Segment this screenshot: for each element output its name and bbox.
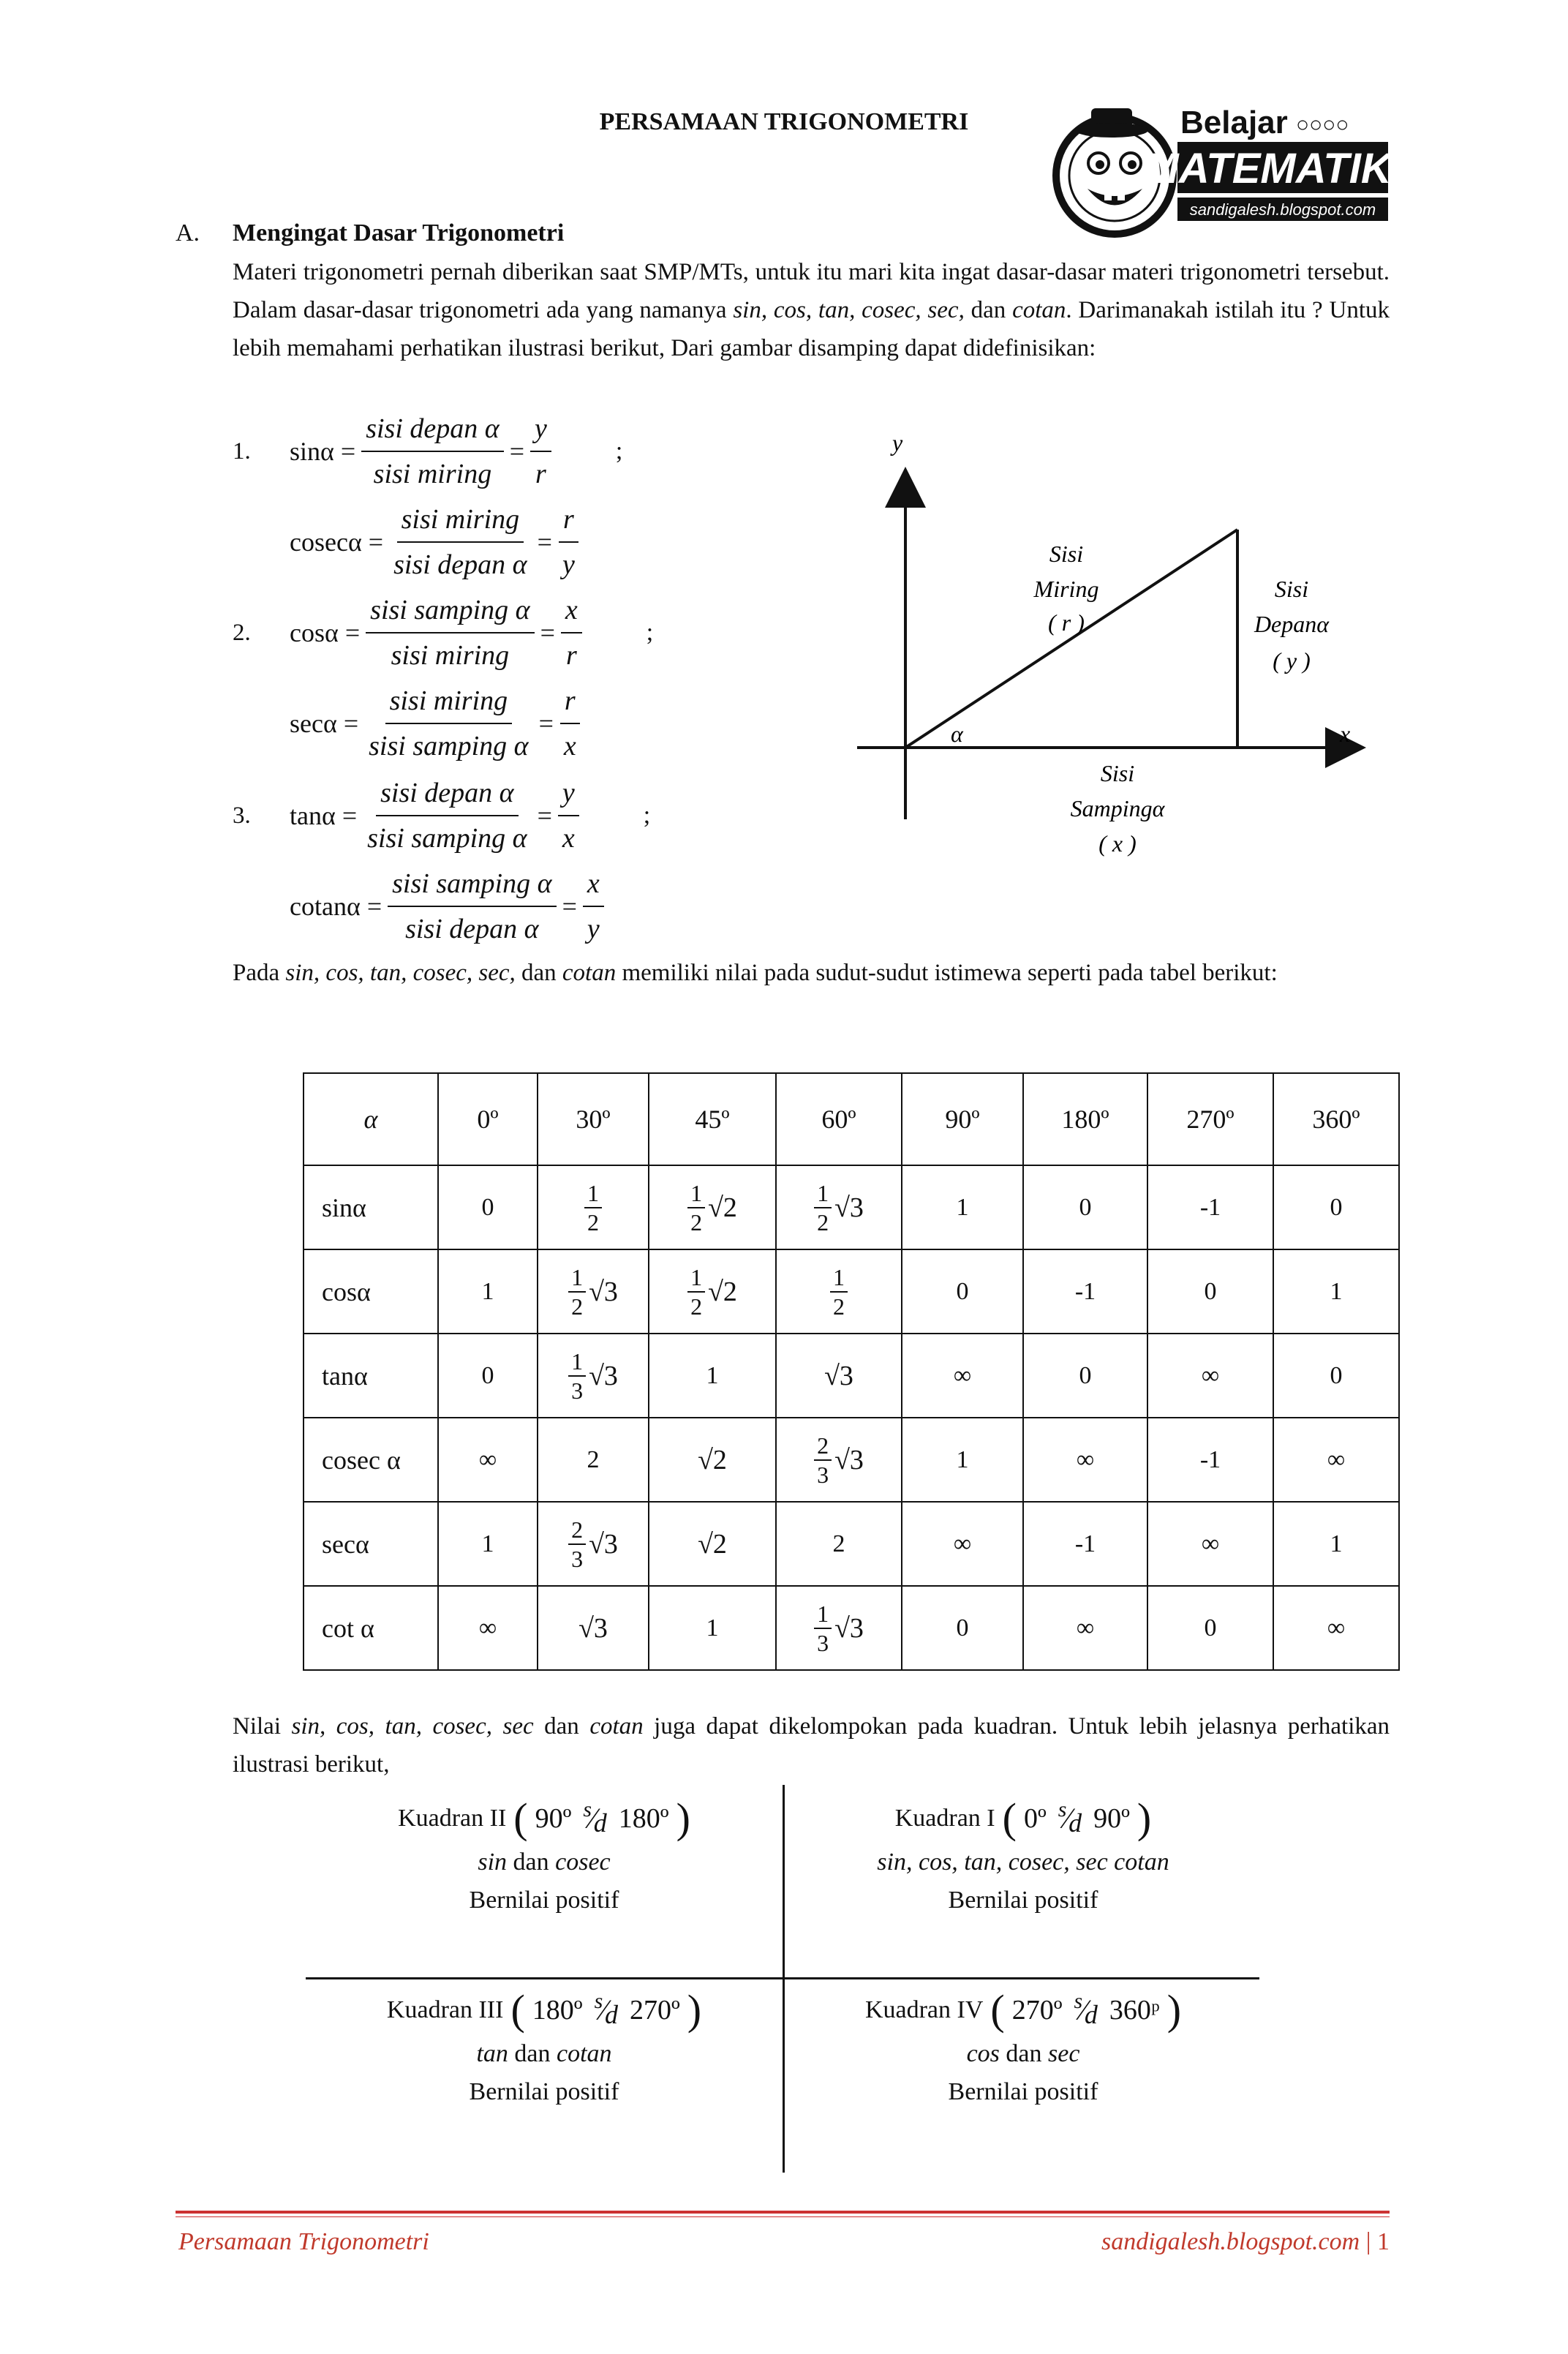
table-value-cell: 0 xyxy=(902,1586,1023,1670)
table-value-cell: ∞ xyxy=(1273,1418,1399,1502)
formula-lhs: sinα = xyxy=(290,437,356,466)
page-title: PERSAMAAN TRIGONOMETRI xyxy=(599,108,969,135)
table-header-cell: 90º xyxy=(902,1073,1023,1165)
quadrant-function-names: cos xyxy=(966,2040,1000,2067)
samping-label-3: ( x ) xyxy=(1098,830,1137,857)
quadrant-label: Kuadran I xyxy=(894,1805,995,1832)
table-value-cell: 0 xyxy=(902,1249,1023,1334)
table-value-cell xyxy=(649,1418,776,1502)
table-fraction xyxy=(687,1179,705,1236)
angle-alpha-label: α xyxy=(951,721,963,747)
table-fraction-denominator: 2 xyxy=(690,1208,703,1236)
equals-sign: = xyxy=(538,709,554,738)
table-root: √3 xyxy=(824,1360,853,1391)
table-fraction-denominator: 3 xyxy=(571,1377,584,1404)
quadrant-function-names-2: sec xyxy=(1048,2040,1080,2067)
table-value-cell xyxy=(538,1502,649,1586)
quadrant-sign: Bernilai positif xyxy=(469,2078,619,2105)
formula-numerator: sisi miring xyxy=(385,682,513,724)
table-root: √3 xyxy=(834,1612,864,1644)
formula-denominator: sisi samping α xyxy=(367,823,527,854)
table-fraction-denominator: 3 xyxy=(817,1461,829,1488)
table-value-cell: 1 xyxy=(649,1586,776,1670)
table-value xyxy=(814,1179,864,1236)
table-intro-text-2: dan xyxy=(515,960,562,986)
sd-d: d xyxy=(1068,1808,1082,1838)
table-root: √3 xyxy=(589,1360,618,1391)
table-header-cell: 45º xyxy=(649,1073,776,1165)
formula-numerator: sisi samping α xyxy=(366,591,534,633)
quadrant-heading xyxy=(894,1794,1152,1842)
trig-values-table xyxy=(303,1072,1400,1671)
table-value xyxy=(814,1600,864,1657)
formula-numerator: sisi samping α xyxy=(388,865,556,907)
table-value-cell xyxy=(776,1334,902,1418)
quadrant-conjunction: dan xyxy=(507,1849,556,1876)
quadrant-function-names: sin, cos, tan, cosec, sec cotan xyxy=(877,1849,1169,1876)
table-root: √3 xyxy=(589,1528,618,1560)
formula-fraction-words xyxy=(388,865,556,948)
formula-fraction-symbols xyxy=(558,500,579,584)
table-header-cell: 60º xyxy=(776,1073,902,1165)
formula-lhs: secα = xyxy=(290,709,359,738)
depan-label-2: Depanα xyxy=(1254,611,1330,637)
formula-numerator: x xyxy=(583,865,604,907)
table-root: √3 xyxy=(834,1444,864,1475)
right-triangle-diagram xyxy=(848,429,1375,870)
formula-denominator: r xyxy=(565,640,577,671)
close-paren: ) xyxy=(676,1794,690,1842)
quadrant-function-names-2: cotan xyxy=(557,2040,612,2067)
formula-numerator: sisi depan α xyxy=(376,774,519,816)
sd-d: d xyxy=(1084,2000,1098,2029)
table-row xyxy=(304,1502,1399,1586)
table-fraction-numerator: 1 xyxy=(814,1600,832,1629)
table-intro-cotan: cotan xyxy=(562,960,617,986)
formula-denominator: sisi depan α xyxy=(405,914,539,944)
formula-fraction-symbols xyxy=(530,410,551,493)
formula-fraction-words xyxy=(389,500,532,584)
table-value xyxy=(830,1263,848,1320)
formula-denominator: y xyxy=(587,914,600,944)
intro-text-3: . Darimanakah istilah itu ? Untuk lebih memahami perhatikan ilustrasi berikut, Dari gambar disamping dapat didefinisikan: xyxy=(233,297,1390,361)
table-function-cell: sinα xyxy=(304,1165,438,1249)
equals-sign: = xyxy=(509,437,525,466)
formula-row xyxy=(233,591,653,674)
table-value-cell xyxy=(538,1165,649,1249)
table-value-cell: ∞ xyxy=(438,1418,538,1502)
quadrant-function-names: tan xyxy=(476,2040,508,2067)
table-value-cell: ∞ xyxy=(1023,1586,1147,1670)
table-fraction-numerator: 1 xyxy=(687,1263,705,1293)
formula-number: 3. xyxy=(233,802,251,829)
quadrant-start-angle: 90º xyxy=(535,1803,572,1834)
table-intro-text-3: memiliki nilai pada sudut-sudut istimewa seperti pada tabel berikut: xyxy=(616,960,1278,986)
table-root: √2 xyxy=(708,1276,737,1307)
table-fraction xyxy=(830,1263,848,1320)
footer-page-number: 1 xyxy=(1377,2228,1390,2255)
table-root: √3 xyxy=(834,1192,864,1223)
formula-numerator: x xyxy=(561,591,582,633)
section-title: Mengingat Dasar Trigonometri xyxy=(233,219,565,247)
table-value-cell xyxy=(776,1418,902,1502)
formula-numerator: r xyxy=(560,682,580,724)
open-paren: ( xyxy=(990,1986,1005,2034)
close-paren: ) xyxy=(1137,1794,1152,1842)
x-axis-label: x xyxy=(1340,721,1351,747)
depan-label-1: Sisi xyxy=(1274,576,1309,602)
table-value-cell: ∞ xyxy=(902,1502,1023,1586)
table-header-cell: 180º xyxy=(1023,1073,1147,1165)
formula-separator: ; xyxy=(643,802,651,829)
table-function-cell: cosec α xyxy=(304,1418,438,1502)
sd-s: s xyxy=(1058,1797,1067,1821)
y-axis-label: y xyxy=(892,429,903,456)
footer-rule xyxy=(176,2211,1390,2214)
quadrant-end-angle: 90º xyxy=(1093,1803,1130,1834)
table-value-cell: 1 xyxy=(438,1502,538,1586)
formula-row xyxy=(233,774,650,857)
table-value-cell: 1 xyxy=(649,1334,776,1418)
table-value-cell: 2 xyxy=(776,1502,902,1586)
sd-d: d xyxy=(593,1808,607,1838)
formula-row xyxy=(233,682,645,765)
formula-denominator: sisi samping α xyxy=(369,731,529,762)
equals-sign: = xyxy=(537,527,552,557)
table-value-cell: 0 xyxy=(1023,1334,1147,1418)
table-value xyxy=(698,1444,727,1476)
table-value xyxy=(568,1263,618,1320)
table-value-cell: 0 xyxy=(1273,1165,1399,1249)
table-row xyxy=(304,1418,1399,1502)
table-fraction-denominator: 3 xyxy=(817,1629,829,1656)
quadrant-end-angle: 360ᵖ xyxy=(1109,1995,1160,2026)
quadrant-sign: Bernilai positif xyxy=(948,2078,1098,2105)
sd-symbol xyxy=(583,1797,607,1838)
formula-row xyxy=(233,865,668,948)
sd-symbol xyxy=(1074,1991,1098,2029)
formula-fraction-symbols xyxy=(583,865,604,948)
logo-brand: MATEMATIKA xyxy=(1143,145,1422,192)
table-value-cell: ∞ xyxy=(1023,1418,1147,1502)
logo-name: Belajar xyxy=(1180,105,1288,140)
table-fraction-denominator: 2 xyxy=(587,1208,599,1236)
formula-numerator: y xyxy=(558,774,579,816)
table-intro-paragraph xyxy=(233,954,1390,992)
quadrant-start-angle: 180º xyxy=(532,1995,583,2026)
table-function-cell: cosα xyxy=(304,1249,438,1334)
table-function-cell: cot α xyxy=(304,1586,438,1670)
table-value-cell: 0 xyxy=(438,1165,538,1249)
formula-lhs: tanα = xyxy=(290,801,358,830)
quadrant-cell xyxy=(306,1794,783,1919)
quadrant-intro-text-3: juga dapat dikelompokan pada kuadran. Untuk lebih jelasnya perhatikan ilustrasi berikut, xyxy=(233,1713,1390,1778)
quadrant-sign: Bernilai positif xyxy=(948,1887,1098,1914)
table-root: √2 xyxy=(698,1528,727,1560)
table-row xyxy=(304,1249,1399,1334)
table-header-cell: 0º xyxy=(438,1073,538,1165)
table-fraction xyxy=(814,1432,832,1489)
intro-cotan: cotan xyxy=(1012,297,1066,323)
formula-denominator: sisi miring xyxy=(391,640,510,671)
table-fraction-numerator: 1 xyxy=(830,1263,848,1293)
table-value-cell: -1 xyxy=(1147,1418,1273,1502)
equals-sign: = xyxy=(540,618,555,647)
table-fraction-numerator: 1 xyxy=(568,1263,586,1293)
table-fraction-denominator: 2 xyxy=(833,1293,845,1320)
table-value-cell: 1 xyxy=(1273,1502,1399,1586)
footer-page xyxy=(1101,2228,1390,2256)
sd-symbol xyxy=(1058,1797,1082,1838)
quadrant-label: Kuadran IV xyxy=(864,1996,984,2023)
table-row xyxy=(304,1334,1399,1418)
table-value-cell: -1 xyxy=(1023,1502,1147,1586)
close-paren: ) xyxy=(1166,1986,1182,2034)
table-row xyxy=(304,1165,1399,1249)
quadrant-conjunction: dan xyxy=(508,2040,557,2067)
table-intro-text-1: Pada xyxy=(233,960,286,986)
formula-lhs: cotanα = xyxy=(290,892,382,921)
table-value-cell xyxy=(776,1165,902,1249)
table-value-cell: 1 xyxy=(438,1249,538,1334)
formula-fraction-words xyxy=(366,591,534,674)
miring-label-1: Sisi xyxy=(1049,541,1084,567)
quadrant-cell xyxy=(306,1986,783,2111)
table-value-cell: ∞ xyxy=(438,1586,538,1670)
table-fraction-numerator: 2 xyxy=(568,1516,586,1545)
sd-slash: ⁄ xyxy=(590,1802,595,1835)
table-value-cell: 0 xyxy=(1147,1586,1273,1670)
table-value xyxy=(698,1528,727,1560)
table-value xyxy=(568,1516,618,1573)
logo-dots: ○○○○ xyxy=(1296,113,1349,137)
table-fraction-numerator: 1 xyxy=(687,1179,705,1208)
table-value-cell: 1 xyxy=(902,1418,1023,1502)
close-paren: ) xyxy=(687,1986,702,2034)
formula-denominator: r xyxy=(535,459,546,489)
formula-denominator: x xyxy=(563,731,576,762)
table-value-cell xyxy=(538,1249,649,1334)
equals-sign: = xyxy=(537,801,552,830)
table-header-cell: 30º xyxy=(538,1073,649,1165)
formula-number: 2. xyxy=(233,619,251,646)
quadrant-intro-cotan: cotan xyxy=(589,1713,644,1740)
quadrant-conjunction: dan xyxy=(999,2040,1048,2067)
formula-lhs: cosα = xyxy=(290,618,361,647)
formula-number: 1. xyxy=(233,437,251,465)
footer-rule-thin xyxy=(176,2216,1390,2217)
formula-numerator: sisi depan α xyxy=(361,410,504,452)
quadrant-start-angle: 270º xyxy=(1011,1995,1063,2026)
open-paren: ( xyxy=(513,1794,528,1842)
table-header-cell: 360º xyxy=(1273,1073,1399,1165)
sd-d: d xyxy=(604,2000,618,2029)
quadrant-functions xyxy=(306,2035,783,2073)
quadrant-heading xyxy=(864,1986,1182,2034)
belajar-matematika-logo xyxy=(1047,94,1422,247)
table-value-cell: ∞ xyxy=(1273,1586,1399,1670)
formula-denominator: sisi miring xyxy=(373,459,492,489)
quadrant-horizontal-divider xyxy=(306,1977,1259,1979)
quadrant-label: Kuadran III xyxy=(386,1996,504,2023)
quadrant-intro-paragraph xyxy=(233,1707,1390,1783)
formula-lhs: cosecα = xyxy=(290,527,384,557)
quadrant-intro-terms: sin, cos, tan, cosec, sec xyxy=(291,1713,534,1740)
table-value-cell: ∞ xyxy=(902,1334,1023,1418)
table-fraction-numerator: 2 xyxy=(814,1432,832,1461)
table-fraction-denominator: 2 xyxy=(690,1293,703,1320)
table-fraction xyxy=(568,1263,586,1320)
table-fraction-numerator: 1 xyxy=(584,1179,602,1208)
sd-slash: ⁄ xyxy=(1065,1802,1071,1835)
table-value xyxy=(687,1263,737,1320)
intro-text-2: dan xyxy=(964,297,1013,323)
table-value-cell xyxy=(649,1165,776,1249)
table-fraction xyxy=(568,1347,586,1404)
logo-url: sandigalesh.blogspot.com xyxy=(1189,200,1376,219)
table-fraction-numerator: 1 xyxy=(568,1347,586,1377)
table-function-cell: tanα xyxy=(304,1334,438,1418)
sd-s: s xyxy=(583,1797,592,1821)
quadrant-end-angle: 180º xyxy=(618,1803,669,1834)
table-fraction xyxy=(814,1600,832,1657)
table-value-cell: 1 xyxy=(1273,1249,1399,1334)
table-value xyxy=(584,1179,602,1236)
table-root: √3 xyxy=(589,1276,618,1307)
samping-label-1: Sisi xyxy=(1100,760,1135,786)
intro-paragraph xyxy=(233,253,1390,367)
table-fraction-denominator: 2 xyxy=(571,1293,584,1320)
quadrant-intro-text-2: dan xyxy=(533,1713,590,1740)
table-fraction-denominator: 2 xyxy=(817,1208,829,1236)
sd-s: s xyxy=(1074,1989,1083,2013)
table-value-cell: ∞ xyxy=(1147,1334,1273,1418)
quadrant-start-angle: 0º xyxy=(1023,1803,1047,1834)
table-value-cell: ∞ xyxy=(1147,1502,1273,1586)
table-header-cell: 270º xyxy=(1147,1073,1273,1165)
quadrant-function-names-2: cosec xyxy=(555,1849,611,1876)
equals-sign: = xyxy=(562,892,577,921)
formula-fraction-symbols xyxy=(561,591,582,674)
table-fraction-denominator: 3 xyxy=(571,1545,584,1572)
table-header-cell: α xyxy=(304,1073,438,1165)
table-intro-terms: sin, cos, tan, cosec, sec, xyxy=(285,960,516,986)
table-row xyxy=(304,1586,1399,1670)
sd-slash: ⁄ xyxy=(601,1993,606,2026)
table-fraction xyxy=(568,1516,586,1573)
quadrant-cell xyxy=(785,1986,1262,2111)
formula-fraction-symbols xyxy=(558,774,579,857)
formula-separator: ; xyxy=(646,619,654,646)
quadrant-cell xyxy=(785,1794,1262,1919)
section-number: A. xyxy=(176,219,200,247)
formula-numerator: r xyxy=(559,500,578,543)
formula-numerator: y xyxy=(530,410,551,452)
table-value xyxy=(568,1347,618,1404)
formula-fraction-words xyxy=(364,682,532,765)
sd-slash: ⁄ xyxy=(1081,1993,1086,2026)
table-value-cell xyxy=(776,1586,902,1670)
quadrant-heading xyxy=(398,1794,690,1842)
quadrant-label: Kuadran II xyxy=(398,1805,507,1832)
samping-label-2: Sampingα xyxy=(1070,795,1165,821)
quadrant-functions xyxy=(785,1843,1262,1881)
table-root: √2 xyxy=(708,1192,737,1223)
quadrant-functions xyxy=(306,1843,783,1881)
table-value-cell xyxy=(649,1502,776,1586)
quadrant-functions xyxy=(785,2035,1262,2073)
table-value-cell: 0 xyxy=(1147,1249,1273,1334)
table-value-cell: 0 xyxy=(438,1334,538,1418)
quadrant-end-angle: 270º xyxy=(629,1995,680,2026)
table-value xyxy=(687,1179,737,1236)
intro-terms: sin, cos, tan, cosec, sec, xyxy=(733,297,965,323)
footer-site: sandigalesh.blogspot.com xyxy=(1101,2228,1360,2255)
formula-numerator: sisi miring xyxy=(397,500,524,543)
table-header-row xyxy=(304,1073,1399,1165)
formula-row xyxy=(233,410,622,493)
table-value-cell: -1 xyxy=(1023,1249,1147,1334)
formula-separator: ; xyxy=(615,437,623,465)
table-fraction xyxy=(584,1179,602,1236)
open-paren: ( xyxy=(1002,1794,1017,1842)
quadrant-heading xyxy=(386,1986,702,2034)
table-value xyxy=(814,1432,864,1489)
sd-s: s xyxy=(594,1989,603,2013)
footer-separator: | xyxy=(1360,2228,1377,2255)
table-value xyxy=(578,1612,608,1644)
footer-title: Persamaan Trigonometri xyxy=(178,2228,429,2255)
table-value xyxy=(824,1360,853,1392)
formula-denominator: sisi depan α xyxy=(393,549,527,580)
table-root: √2 xyxy=(698,1444,727,1475)
intro-text-1: Materi trigonometri pernah diberikan saat SMP/MTs, untuk itu mari kita ingat dasar-dasar materi trigonometri tersebut. Dalam dasar-dasar trigonometri ada yang namanya xyxy=(233,259,1390,323)
table-value-cell xyxy=(649,1249,776,1334)
formula-fraction-words xyxy=(363,774,531,857)
formula-denominator: y xyxy=(562,549,575,580)
table-value-cell: 2 xyxy=(538,1418,649,1502)
table-value-cell: 0 xyxy=(1273,1334,1399,1418)
table-value-cell xyxy=(776,1249,902,1334)
miring-label-3: ( r ) xyxy=(1048,609,1085,636)
open-paren: ( xyxy=(510,1986,525,2034)
table-value-cell xyxy=(538,1334,649,1418)
sd-symbol xyxy=(595,1991,618,2029)
formula-fraction-words xyxy=(361,410,504,493)
quadrant-sign: Bernilai positif xyxy=(469,1887,619,1914)
quadrant-intro-text-1: Nilai xyxy=(233,1713,292,1740)
quadrant-function-names: sin xyxy=(478,1849,508,1876)
table-value-cell xyxy=(538,1586,649,1670)
table-function-cell: secα xyxy=(304,1502,438,1586)
table-value-cell: 1 xyxy=(902,1165,1023,1249)
table-fraction xyxy=(687,1263,705,1320)
miring-label-2: Miring xyxy=(1033,576,1099,602)
table-value-cell: -1 xyxy=(1147,1165,1273,1249)
table-fraction-numerator: 1 xyxy=(814,1179,832,1208)
formula-row xyxy=(233,500,644,584)
depan-label-3: ( y ) xyxy=(1273,647,1311,674)
table-fraction xyxy=(814,1179,832,1236)
table-value-cell: 0 xyxy=(1023,1165,1147,1249)
table-root: √3 xyxy=(578,1612,608,1644)
formula-fraction-symbols xyxy=(559,682,581,765)
formula-denominator: x xyxy=(562,823,575,854)
